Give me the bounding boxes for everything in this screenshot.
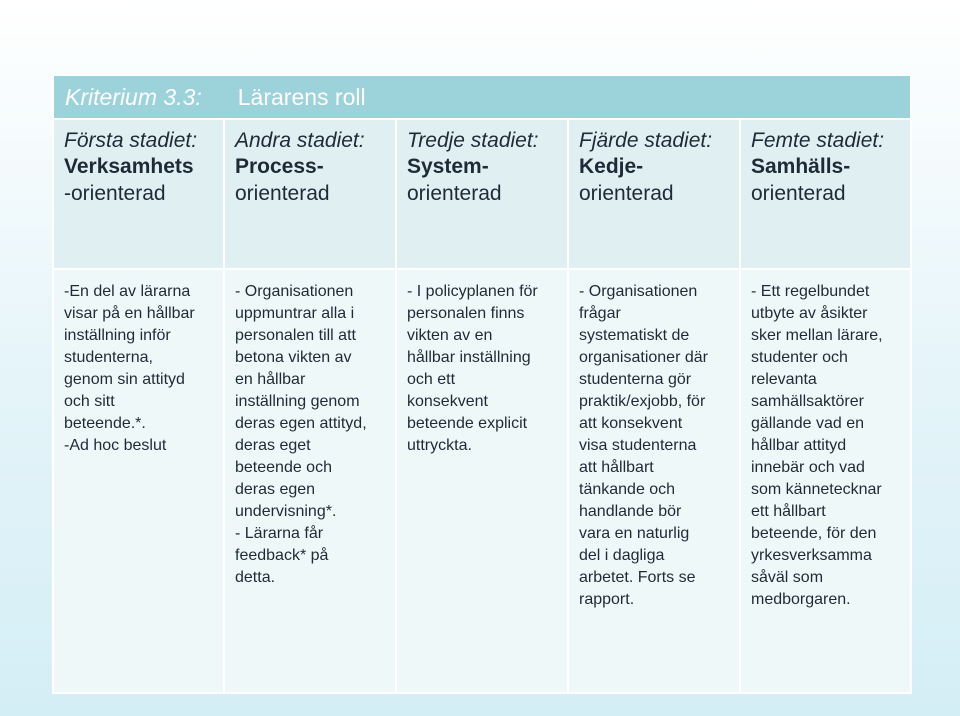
stage-label: Första stadiet: — [64, 129, 198, 152]
description-line: - Ett regelbundet — [751, 283, 870, 300]
stage-suffix: orienterad — [235, 182, 330, 205]
description-line: studenterna, — [64, 349, 153, 366]
description-line: deras egen attityd, — [235, 415, 367, 432]
stage-header-row — [53, 119, 911, 269]
description-line: gällande vad en — [751, 415, 864, 432]
description-line: organisationer där — [579, 349, 708, 366]
stage-header-3 — [396, 119, 568, 269]
description-line: inställning genom — [235, 393, 360, 410]
description-line: beteende och — [235, 459, 332, 476]
description-line: - I policyplanen för — [407, 283, 538, 300]
description-line: en hållbar — [235, 371, 306, 388]
description-line: feedback* på — [235, 547, 329, 564]
title-cell — [53, 75, 911, 119]
description-line: och ett — [407, 371, 456, 388]
stage-label: Femte stadiet: — [751, 129, 885, 152]
stage-header-5 — [740, 119, 911, 269]
description-line: relevanta — [751, 371, 817, 388]
description-line: - Organisationen — [235, 283, 354, 300]
criterion-title: Lärarens roll — [237, 83, 366, 110]
description-line: visar på en hållbar — [64, 305, 195, 322]
description-line: rapport. — [579, 591, 635, 608]
stage-name: Samhälls- — [751, 155, 851, 178]
stage-description-4 — [568, 269, 740, 693]
description-line: samhällsaktörer — [751, 393, 864, 410]
description-line: yrkesverksamma — [751, 547, 872, 564]
description-line: deras egen — [235, 481, 316, 498]
description-line: undervisning*. — [235, 503, 337, 520]
description-line: och sitt — [64, 393, 115, 410]
stage-description-5 — [740, 269, 911, 693]
description-line: vikten av en — [407, 327, 493, 344]
stage-description-text — [235, 281, 386, 589]
criterion-label: Kriterium 3.3: — [65, 83, 202, 110]
description-line: som kännetecknar — [751, 481, 882, 498]
stage-suffix: -orienterad — [64, 182, 166, 205]
description-line: uppmuntrar alla i — [235, 305, 355, 322]
description-line: - Lärarna får — [235, 525, 324, 542]
stage-description-2 — [224, 269, 396, 693]
description-line: frågar — [579, 305, 621, 322]
stage-description-text — [579, 281, 730, 611]
description-line: ett hållbart — [751, 503, 826, 520]
description-line: visa studenterna — [579, 437, 697, 454]
stage-description-text — [751, 281, 901, 611]
description-line: tänkande och — [579, 481, 676, 498]
description-line: handlande bör — [579, 503, 682, 520]
description-line: detta. — [235, 569, 276, 586]
description-line: innebär och vad — [751, 459, 865, 476]
stage-description-text — [407, 281, 558, 457]
description-line: - Organisationen — [579, 283, 698, 300]
stage-label: Tredje stadiet: — [407, 129, 539, 152]
description-line: deras eget — [235, 437, 311, 454]
description-line: systematiskt de — [579, 327, 690, 344]
description-line: sker mellan lärare, — [751, 327, 883, 344]
stage-name: Kedje- — [579, 155, 644, 178]
description-line: vara en naturlig — [579, 525, 690, 542]
stage-suffix: orienterad — [579, 182, 674, 205]
description-line: inställning inför — [64, 327, 171, 344]
description-line: beteende.*. — [64, 415, 146, 432]
stage-description-1 — [53, 269, 224, 693]
description-line: -Ad hoc beslut — [64, 437, 167, 454]
description-line: del i dagliga — [579, 547, 665, 564]
description-line: att konsekvent — [579, 415, 683, 432]
stage-header-4 — [568, 119, 740, 269]
criterion-table — [52, 74, 912, 694]
description-line: praktik/exjobb, för — [579, 393, 706, 410]
stage-label: Andra stadiet: — [235, 129, 365, 152]
description-line: studenterna gör — [579, 371, 692, 388]
stage-name: Verksamhets — [64, 155, 194, 178]
description-line: hållbar attityd — [751, 437, 847, 454]
description-line: personalen finns — [407, 305, 525, 322]
description-line: studenter och — [751, 349, 848, 366]
stage-description-row — [53, 269, 911, 693]
description-line: personalen till att — [235, 327, 356, 344]
stage-suffix: orienterad — [407, 182, 502, 205]
description-line: såväl som — [751, 569, 824, 586]
stage-suffix: orienterad — [751, 182, 846, 205]
title-row — [53, 75, 911, 119]
description-line: arbetet. Forts se — [579, 569, 696, 586]
description-line: genom sin attityd — [64, 371, 185, 388]
stage-name: Process- — [235, 155, 324, 178]
description-line: uttryckta. — [407, 437, 472, 454]
description-line: beteende, för den — [751, 525, 877, 542]
stage-label: Fjärde stadiet: — [579, 129, 713, 152]
stage-name: System- — [407, 155, 489, 178]
description-line: att hållbart — [579, 459, 654, 476]
stage-description-text — [64, 281, 214, 457]
description-line: medborgaren. — [751, 591, 851, 608]
description-line: beteende explicit — [407, 415, 528, 432]
description-line: hållbar inställning — [407, 349, 531, 366]
stage-header-2 — [224, 119, 396, 269]
description-line: konsekvent — [407, 393, 488, 410]
description-line: -En del av lärarna — [64, 283, 191, 300]
description-line: utbyte av åsikter — [751, 305, 868, 322]
stage-description-3 — [396, 269, 568, 693]
stage-header-1 — [53, 119, 224, 269]
description-line: betona vikten av — [235, 349, 352, 366]
